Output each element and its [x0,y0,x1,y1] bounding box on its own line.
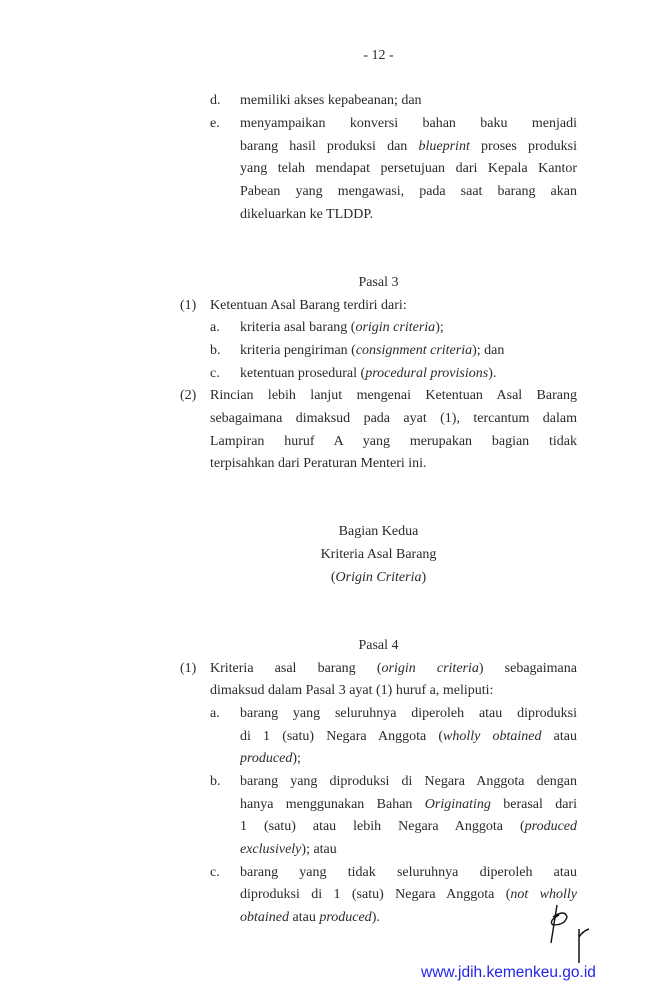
footer-url-link[interactable]: www.jdih.kemenkeu.go.id [421,964,596,981]
item-label: a. [210,705,220,721]
text-segment: sebagaimana dimaksud pada ayat (1), tercantum dalam [210,411,577,427]
item-text [240,113,577,226]
italic-term: consignment criteria [355,342,473,358]
item-label: (1) [180,297,197,313]
text-line [210,431,577,454]
text-line [240,816,577,839]
item-label: b. [210,342,221,358]
italic-term: wholly obtained [443,728,542,744]
item-label: (1) [180,660,197,676]
text-line [240,907,577,930]
text-segment: berasal dari [490,796,577,812]
text-segment: dikeluarkan ke TLDDP. [240,206,374,222]
list-item [180,113,577,226]
text-segment: diproduksi di 1 (satu) Negara Anggota ( [240,887,511,903]
text-line [240,839,577,862]
text-segment: kriteria pengiriman ( [240,342,356,358]
text-line [180,272,577,295]
text-segment: menyampaikan konversi bahan baku menjadi [240,116,577,132]
item-text [240,317,577,340]
text-line [240,158,577,181]
italic-term: origin criteria [355,320,436,336]
section-heading [180,272,577,295]
item-text [210,385,577,476]
text-line [180,635,577,658]
text-line [240,317,577,340]
item-label: (2) [180,388,197,404]
list-item [180,703,577,771]
text-segment: ); [435,320,444,336]
text-line [240,363,577,386]
section-heading [180,521,577,589]
text-line [240,726,577,749]
text-segment: Pasal 3 [358,274,399,290]
text-line [240,181,577,204]
text-line [210,453,577,476]
text-line [240,90,577,113]
list-item [180,340,577,363]
signature-initials [545,895,595,965]
text-line [240,204,577,227]
item-text [240,703,577,771]
text-segment: barang yang diproduksi di Negara Anggota dengan [240,774,577,790]
item-label: b. [210,774,221,790]
item-text [210,658,577,703]
text-segment: atau [541,728,577,744]
italic-term: Originating [424,796,491,812]
document-body [180,90,577,929]
italic-term: obtained [240,910,289,926]
text-line [210,658,577,681]
text-line [240,703,577,726]
page-number: - 12 - [363,48,394,63]
text-segment: Rincian lebih lanjut mengenai Ketentuan Asal Barang [210,388,577,404]
text-line [240,340,577,363]
item-label: a. [210,320,220,336]
italic-term: Origin Criteria [335,569,422,585]
text-segment: ). [488,365,497,381]
text-segment: Kriteria Asal Barang [320,547,437,563]
text-segment: Bagian Kedua [338,524,419,540]
text-segment: ketentuan prosedural ( [240,365,366,381]
text-line [240,771,577,794]
item-text [210,295,577,318]
italic-term: produced [319,910,372,926]
text-segment: barang hasil produksi dan [240,138,419,154]
italic-term: exclusively [240,842,302,858]
list-item [180,658,577,703]
item-text [240,90,577,113]
text-line [240,748,577,771]
text-segment: Pabean yang mengawasi, pada saat barang akan [240,184,577,200]
text-line [240,884,577,907]
item-text [240,340,577,363]
item-text [240,862,577,930]
text-line [240,794,577,817]
text-segment: dimaksud dalam Pasal 3 ayat (1) huruf a, meliputi: [210,683,494,699]
item-text [240,363,577,386]
item-label: e. [210,116,220,132]
italic-term: origin criteria [381,660,479,676]
item-label: c. [210,864,220,880]
text-segment: di 1 (satu) Negara Anggota ( [240,728,444,744]
text-line [240,136,577,159]
text-segment: memiliki akses kepabeanan; dan [240,93,422,109]
text-line [210,680,577,703]
text-segment: Kriteria asal barang ( [210,660,382,676]
text-segment: Lampiran huruf A yang merupakan bagian tidak [210,433,577,449]
text-segment: ). [371,910,380,926]
text-segment: Pasal 4 [358,637,399,653]
list-item [180,90,577,113]
text-segment: terpisahkan dari Peraturan Menteri ini. [210,456,427,472]
text-line [240,113,577,136]
item-text [240,771,577,862]
list-item [180,363,577,386]
text-segment: ); atau [301,842,337,858]
item-label: c. [210,365,220,381]
text-line [180,544,577,567]
text-line [210,408,577,431]
text-segment: atau [289,910,320,926]
italic-term: produced [240,751,293,767]
text-segment: barang yang tidak seluruhnya diperoleh atau [240,864,577,880]
text-segment: kriteria asal barang ( [240,320,356,336]
text-line [180,521,577,544]
list-item [180,385,577,476]
list-item [180,317,577,340]
text-segment: proses produksi [469,138,577,154]
text-line [210,295,577,318]
text-line [210,385,577,408]
text-segment: Ketentuan Asal Barang terdiri dari: [210,297,407,313]
text-segment: yang telah mendapat persetujuan dari Kepala Kantor [240,161,577,177]
list-item [180,862,577,930]
section-heading [180,635,577,658]
item-label: d. [210,93,221,109]
text-segment: barang yang seluruhnya diperoleh atau diproduksi [240,705,577,721]
text-segment: 1 (satu) atau lebih Negara Anggota ( [240,819,525,835]
list-item [180,771,577,862]
italic-term: not wholly [510,887,577,903]
text-segment: ) sebagaimana [478,660,577,676]
italic-term: blueprint [418,138,470,154]
italic-term: produced [524,819,577,835]
text-segment: ); [292,751,301,767]
text-segment: ); dan [472,342,505,358]
italic-term: procedural provisions [365,365,489,381]
list-item [180,295,577,318]
text-line [180,567,577,590]
document-page [180,45,577,930]
text-segment: ) [421,569,427,585]
text-segment: ( [330,569,336,585]
text-line [240,862,577,885]
text-segment: hanya menggunakan Bahan [240,796,425,812]
